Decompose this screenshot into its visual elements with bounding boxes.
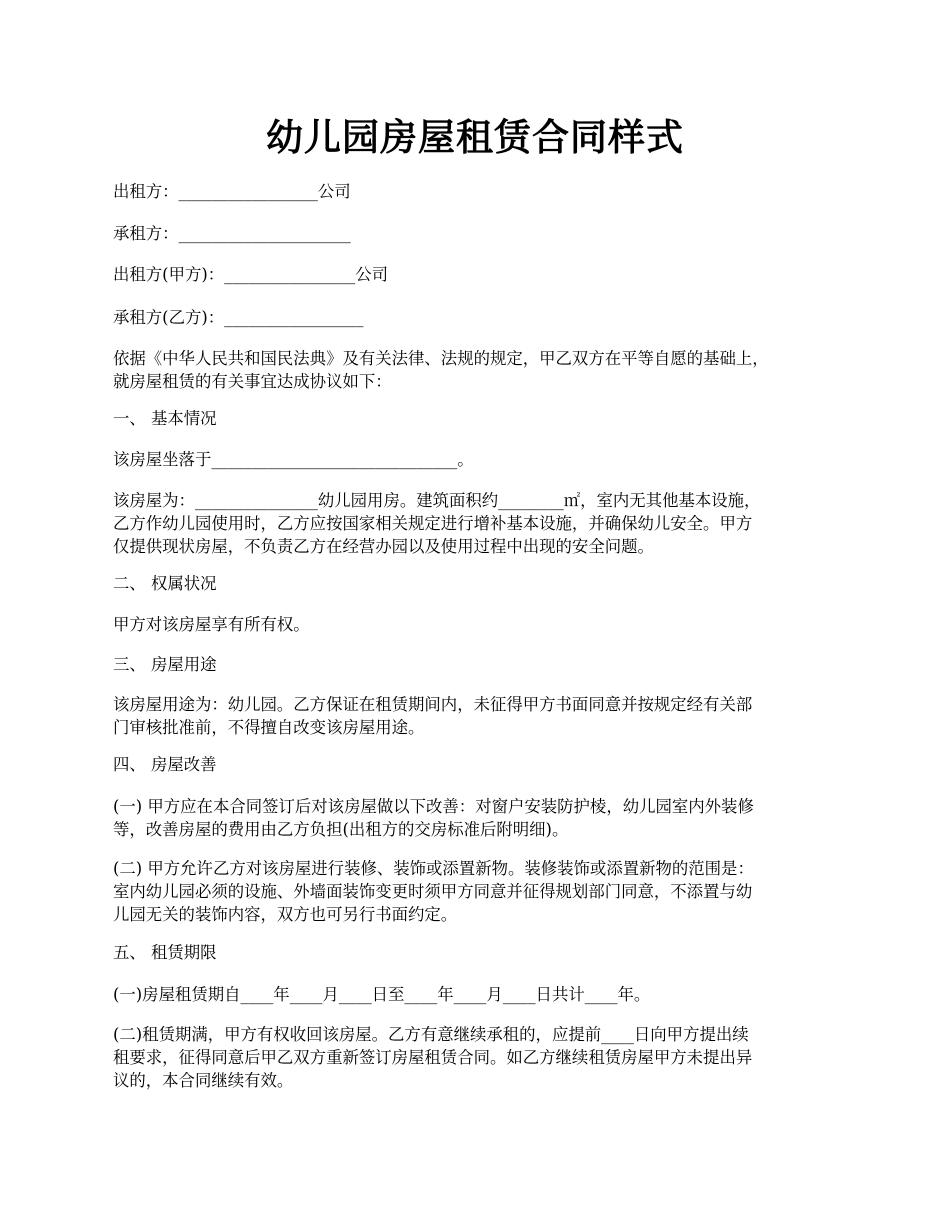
improvement-2-line-1: (二) 甲方允许乙方对该房屋进行装修、装饰或添置新物。装修装饰或添置新物的范围是： <box>113 859 754 878</box>
section-3-heading: 三、 房屋用途 <box>113 655 217 674</box>
house-description-paragraph <box>113 489 853 558</box>
improvement-paragraph-2 <box>113 857 853 926</box>
house-description-line-2: 乙方作幼儿园使用时，乙方应按国家相关规定进行增补基本设施，并确保幼儿安全。甲方 <box>113 514 753 533</box>
preamble-line-1: 依据《中华人民共和国民法典》及有关法律、法规的规定，甲乙双方在平等自愿的基础上， <box>113 349 769 368</box>
section-1-heading: 一、 基本情况 <box>113 409 217 428</box>
location-line: 该房屋坐落于______________________________。 <box>113 450 474 469</box>
party-b-line: 承租方(乙方)：_________________ <box>113 308 364 327</box>
lessee-line: 承租方：_____________________ <box>113 224 351 243</box>
house-description-line-1: 该房屋为：_______________幼儿园用房。建筑面积约________㎡，室内无其他基本设施， <box>113 491 761 510</box>
lease-renewal-paragraph <box>113 1023 853 1092</box>
preamble-paragraph <box>113 347 853 393</box>
preamble-line-2: 就房屋租赁的有关事宜达成协议如下： <box>113 372 392 391</box>
lease-renewal-line-1: (二)租赁期满，甲方有权收回该房屋。乙方有意继续承租的，应提前____日向甲方提出续 <box>113 1025 749 1044</box>
improvement-2-line-3: 儿园无关的装饰内容，双方也可另行书面约定。 <box>113 905 458 924</box>
lease-renewal-line-2: 租要求，征得同意后甲乙双方重新签订房屋租赁合同。如乙方继续租赁房屋甲方未提出异 <box>113 1048 753 1067</box>
lease-renewal-line-3: 议的，本合同继续有效。 <box>113 1071 294 1090</box>
document-title: 幼儿园房屋租赁合同样式 <box>266 115 684 159</box>
lessor-line: 出租方：_________________公司 <box>113 182 351 201</box>
usage-paragraph <box>113 693 853 739</box>
section-5-heading: 五、 租赁期限 <box>113 943 217 962</box>
ownership-line: 甲方对该房屋享有所有权。 <box>113 615 310 634</box>
improvement-1-line-2: 等，改善房屋的费用由乙方负担(出租方的交房标准后附明细)。 <box>113 820 569 839</box>
improvement-2-line-2: 室内幼儿园必须的设施、外墙面装饰变更时须甲方同意并征得规划部门同意，不添置与幼 <box>113 882 753 901</box>
usage-line-2: 门审核批准前，不得擅自改变该房屋用途。 <box>113 718 425 737</box>
lease-term-line: (一)房屋租赁期自____年____月____日至____年____月____日共计____年。 <box>113 985 651 1004</box>
section-4-heading: 四、 房屋改善 <box>113 755 217 774</box>
section-2-heading: 二、 权属状况 <box>113 574 217 593</box>
party-a-line: 出租方(甲方)：________________公司 <box>113 265 389 284</box>
improvement-paragraph-1 <box>113 795 853 841</box>
house-description-line-3: 仅提供现状房屋，不负责乙方在经营办园以及使用过程中出现的安全问题。 <box>113 537 654 556</box>
improvement-1-line-1: (一) 甲方应在本合同签订后对该房屋做以下改善：对窗户安装防护棱，幼儿园室内外装修 <box>113 797 754 816</box>
usage-line-1: 该房屋用途为：幼儿园。乙方保证在租赁期间内，未征得甲方书面同意并按规定经有关部 <box>113 695 753 714</box>
